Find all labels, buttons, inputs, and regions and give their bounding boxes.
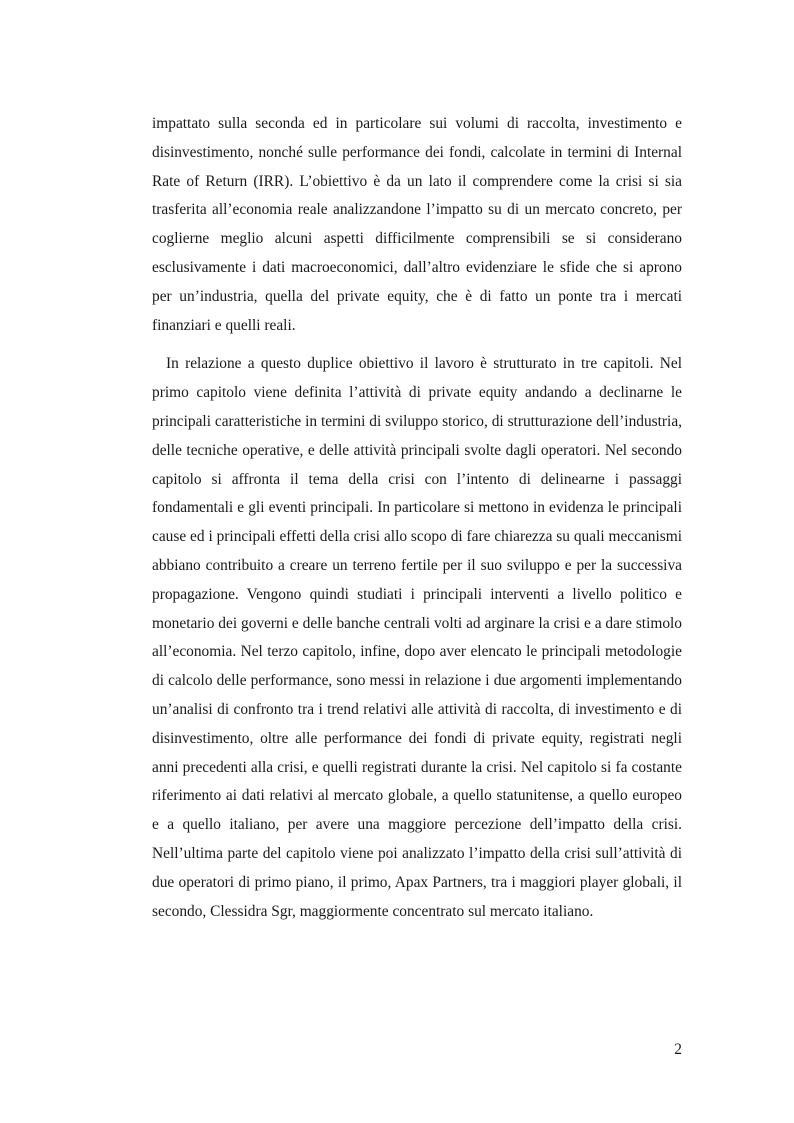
paragraph-1: impattato sulla seconda ed in particolare sui volumi di raccolta, investimento e disinvestimento, nonché sulle performance dei fondi, calcolate in termini di Internal Rate of Return (IRR). L’obiettivo è da un lato il comprendere come la crisi si sia trasferita all’economia reale analizzandone l’impatto su di un mercato concreto, per coglierne meglio alcuni aspetti difficilmente comprensibili se si considerano esclusivamente i dati macroeconomici, dall’altro evidenziare le sfide che si aprono per un’industria, quella del private equity, che è di fatto un ponte tra i mercati finanziari e quelli reali. [152, 115, 682, 334]
body-text [152, 110, 682, 926]
page-number: 2 [674, 1041, 682, 1058]
paragraph-2: In relazione a questo duplice obiettivo il lavoro è strutturato in tre capitoli. Nel primo capitolo viene definita l’attività di private equity andando a declinarne le principali caratteristiche in termini di sviluppo storico, di strutturazione dell’industria, delle tecniche operative, e delle attività principali svolte dagli operatori. Nel secondo capitolo si affronta il tema della crisi con l’intento di delinearne i passaggi fondamentali e gli eventi principali. In particolare si mettono in evidenza le principali cause ed i principali effetti della crisi allo scopo di fare chiarezza su quali meccanismi abbiano contribuito a creare un terreno fertile per il suo sviluppo e per la successiva propagazione. Vengono quindi studiati i principali interventi a livello politico e monetario dei governi e delle banche centrali volti ad arginare la crisi e a dare stimolo all’economia. Nel terzo capitolo, infine, dopo aver elencato le principali metodologie di calcolo delle performance, sono messi in relazione i due argomenti implementando un’analisi di confronto tra i trend relativi alle attività di raccolta, di investimento e di disinvestimento, oltre alle performance dei fondi di private equity, registrati negli anni precedenti alla crisi, e quelli registrati durante la crisi. Nel capitolo si fa costante riferimento ai dati relativi al mercato globale, a quello statunitense, a quello europeo e a quello italiano, per avere una maggiore percezione dell’impatto della crisi. Nell’ultima parte del capitolo viene poi analizzato l’impatto della crisi sull’attività di due operatori di primo piano, il primo, Apax Partners, tra i maggiori player globali, il secondo, Clessidra Sgr, maggiormente concentrato sul mercato italiano. [152, 355, 682, 920]
